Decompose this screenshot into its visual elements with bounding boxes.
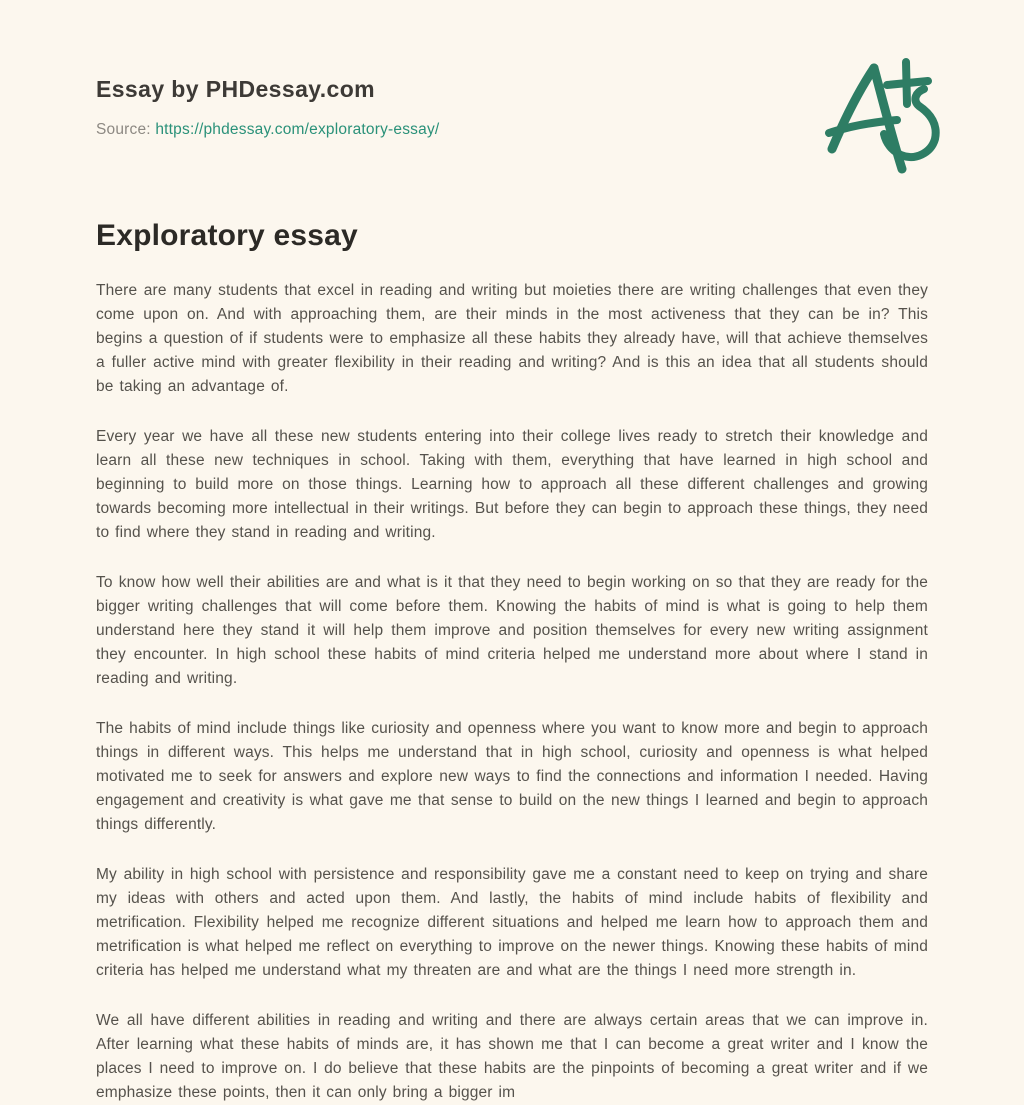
essay-content xyxy=(96,219,928,1105)
essay-paragraph: There are many students that excel in reading and writing but moieties there are writing challenges that even they come upon on. And with approaching them, are their minds in the most activeness that they can be in? This begins a question of if students were to emphasize all these habits they already have, will that achieve themselves a fuller active mind with greater flexibility in their reading and writing? And is this an idea that all students should be taking an advantage of. xyxy=(96,282,928,395)
essay-paragraph: We all have different abilities in reading and writing and there are always certain areas that we can improve in. After learning what these habits of minds are, it has shown me that I can become a great writer and I know the places I need to improve on. I do believe that these habits are the pinpoints of becoming a great writer and if we emphasize these points, then it can only bring a bigger im xyxy=(96,1012,928,1101)
essay-title: Exploratory essay xyxy=(96,219,358,252)
essay-paragraph: Every year we have all these new students entering into their college lives ready to stretch their knowledge and learn all these new techniques in school. Taking with them, everything that have learned in high school and beginning to build more on those things. Learning how to approach all these different challenges and growing towards becoming more intellectual in their writings. But before they can begin to approach these things, they need to find where they stand in reading and writing. xyxy=(96,428,928,541)
essay-paragraph: The habits of mind include things like curiosity and openness where you want to know more and begin to approach things in different ways. This helps me understand that in high school, curiosity and openness is what helped motivated me to seek for answers and explore new ways to find the connections and information I needed. Having engagement and creativity is what gave me that sense to build on the new things I learned and begin to approach things differently. xyxy=(96,720,928,833)
source-label: Source: xyxy=(96,121,151,138)
essay-paragraph: My ability in high school with persistence and responsibility gave me a constant need to keep on trying and share my ideas with others and acted upon them. And lastly, the habits of mind include habits of flexibility and metrification. Flexibility helped me recognize different situations and helped me learn how to approach them and metrification is what helped me reflect on everything to improve on the newer things. Knowing these habits of mind criteria has helped me understand what my threaten are and what are the things I need more strength in. xyxy=(96,866,928,979)
essay-paragraph: To know how well their abilities are and what is it that they need to begin working on so that they are ready for the bigger writing challenges that will come before them. Knowing the habits of mind is what is going to help them understand here they stand it will help them improve and position themselves for every new writing assignment they encounter. In high school these habits of mind criteria helped me understand more about where I stand in reading and writing. xyxy=(96,574,928,687)
essay-body xyxy=(96,279,928,1105)
a-plus-logo-icon xyxy=(818,52,948,177)
byline: Essay by PHDessay.com xyxy=(96,76,376,102)
source-link[interactable]: https://phdessay.com/exploratory-essay/ xyxy=(155,121,440,138)
page-header xyxy=(96,0,928,139)
source-line xyxy=(96,121,928,139)
